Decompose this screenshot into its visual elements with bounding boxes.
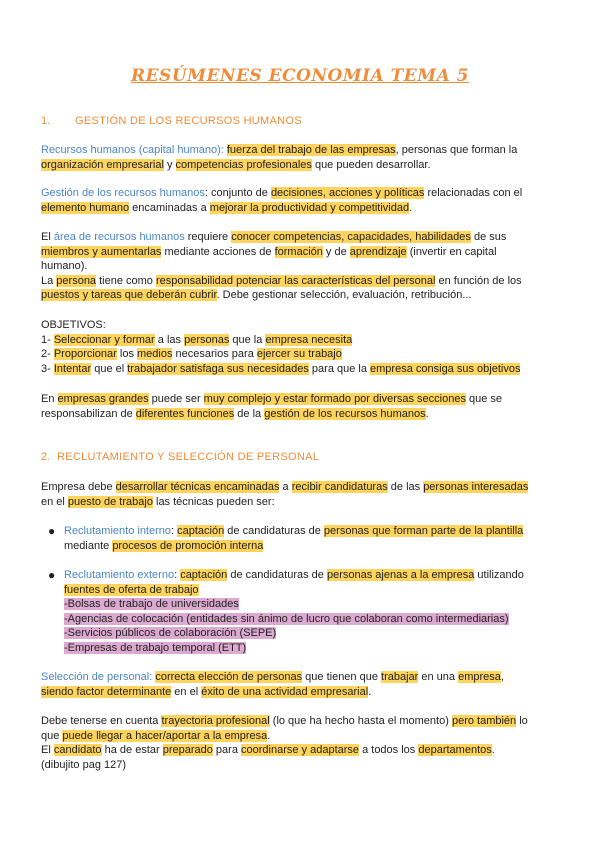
paragraph-gestion-rrhh bbox=[41, 186, 541, 215]
highlight: personas ajenas a la empresa bbox=[326, 569, 475, 581]
text: relacionadas con el bbox=[424, 187, 523, 199]
text: , bbox=[500, 671, 504, 683]
text: responsabilizan de bbox=[41, 407, 136, 420]
text: . bbox=[368, 685, 372, 698]
highlight: responsabilidad potenciar las características del personal bbox=[155, 274, 436, 287]
highlight: empresas grandes bbox=[57, 393, 149, 405]
text: que tienen que bbox=[302, 671, 382, 683]
highlight: mejorar la productividad y competitividad bbox=[209, 201, 410, 214]
bullet-reclutamiento-interno bbox=[64, 524, 544, 553]
text: mediante bbox=[64, 539, 113, 552]
text: que bbox=[41, 729, 63, 742]
text: : bbox=[171, 525, 178, 537]
highlight: trabajador satisfaga sus necesidades bbox=[127, 362, 309, 375]
text: El bbox=[41, 231, 54, 243]
section-number: 2. bbox=[41, 451, 51, 463]
highlight: trayectoria profesional bbox=[161, 715, 270, 727]
bullet-icon: ● bbox=[48, 568, 56, 582]
text: ha de estar bbox=[101, 744, 163, 756]
text: los bbox=[116, 348, 138, 360]
term: Selección de personal: bbox=[41, 671, 156, 683]
bullet-reclutamiento-externo bbox=[64, 568, 544, 655]
text: En bbox=[41, 393, 58, 405]
highlight: personas bbox=[184, 333, 230, 346]
highlight: persona bbox=[56, 274, 97, 287]
highlight: organización empresarial bbox=[41, 158, 164, 171]
text: en el bbox=[171, 685, 202, 698]
text: en el bbox=[41, 495, 68, 508]
text: de candidaturas de bbox=[224, 525, 324, 537]
highlight: coordinarse y adaptarse bbox=[241, 744, 360, 756]
text: que la bbox=[229, 333, 266, 346]
highlight: decisiones, acciones y políticas bbox=[270, 187, 425, 199]
highlight: fuerza del trabajo de las empresas bbox=[226, 144, 396, 156]
highlight: miembros y aumentarlas bbox=[41, 245, 162, 258]
text: que el bbox=[91, 362, 128, 375]
text: a bbox=[279, 481, 292, 493]
highlight: medios bbox=[137, 348, 173, 360]
highlight: Proporcionar bbox=[53, 348, 117, 360]
paragraph-recursos-humanos bbox=[41, 143, 541, 172]
text: humano). bbox=[41, 260, 88, 272]
highlight: trabajar bbox=[381, 671, 419, 683]
text: tiene como bbox=[96, 274, 156, 287]
text: que se bbox=[465, 393, 503, 405]
text: . bbox=[425, 407, 429, 420]
text: : conjunto de bbox=[204, 187, 271, 199]
text: . Debe gestionar selección, evaluación, retribución... bbox=[216, 289, 472, 301]
text: . bbox=[491, 744, 495, 756]
text: El bbox=[41, 744, 54, 756]
highlight: competencias profesionales bbox=[175, 158, 312, 171]
text: . bbox=[409, 201, 413, 214]
highlight: gestión de los recursos humanos bbox=[264, 407, 426, 420]
paragraph-area-rrhh bbox=[41, 230, 541, 303]
highlight: fuentes de oferta de trabajo bbox=[64, 583, 199, 596]
highlight: siendo factor determinante bbox=[41, 685, 172, 698]
highlight: puestos y tareas que deberán cubrir bbox=[41, 289, 217, 301]
section-number: 1. bbox=[41, 115, 51, 127]
text: en una bbox=[418, 671, 459, 683]
highlight: pero también bbox=[451, 715, 517, 727]
highlight: elemento humano bbox=[41, 201, 130, 214]
text: requiere bbox=[184, 231, 232, 243]
text: y bbox=[163, 158, 176, 171]
text: a todos los bbox=[359, 744, 419, 756]
highlight: recibir candidaturas bbox=[291, 481, 388, 493]
highlight: captación bbox=[177, 525, 225, 537]
text: para bbox=[212, 744, 242, 756]
paragraph-trayectoria bbox=[41, 714, 541, 772]
highlight: empresa consiga sus objetivos bbox=[370, 362, 521, 375]
text: 2- bbox=[41, 348, 54, 360]
highlight: desarrollar técnicas encaminadas bbox=[115, 481, 280, 493]
term: área de recursos humanos bbox=[53, 231, 185, 243]
text: . bbox=[267, 729, 271, 742]
text: puede ser bbox=[148, 393, 204, 405]
text: (lo que ha hecho hasta el momento) bbox=[269, 715, 452, 727]
section-title: GESTIÓN DE LOS RECURSOS HUMANOS bbox=[75, 115, 302, 127]
highlight-pink: -Agencias de colocación (entidades sin ánimo de lucro que colaboran como intermediarias) bbox=[64, 612, 509, 625]
highlight: personas interesadas bbox=[423, 481, 529, 493]
term: Reclutamiento interno bbox=[64, 525, 172, 537]
document-title: RESÚMENES ECONOMIA TEMA 5 bbox=[130, 66, 470, 86]
text: : bbox=[174, 569, 181, 581]
highlight: aprendizaje bbox=[349, 245, 407, 258]
highlight: empresa necesita bbox=[265, 333, 353, 346]
text: La bbox=[41, 274, 57, 287]
paragraph-reclutamiento-intro bbox=[41, 480, 541, 509]
highlight: formación bbox=[274, 245, 323, 258]
text: de candidaturas de bbox=[227, 569, 327, 581]
term: Reclutamiento externo bbox=[64, 569, 175, 581]
term: Recursos humanos (capital humano): bbox=[41, 144, 227, 156]
highlight: empresa bbox=[458, 671, 501, 683]
text: que pueden desarrollar. bbox=[311, 158, 431, 171]
highlight: captación bbox=[180, 569, 228, 581]
text: 3- bbox=[41, 362, 54, 375]
highlight: ejercer su trabajo bbox=[256, 348, 342, 360]
highlight-pink: -Empresas de trabajo temporal (ETT) bbox=[64, 641, 247, 654]
objectives-heading: OBJETIVOS: bbox=[41, 319, 106, 331]
highlight: departamentos bbox=[418, 744, 492, 756]
text: de las bbox=[387, 481, 424, 493]
highlight: preparado bbox=[162, 744, 213, 756]
paragraph-seleccion-personal bbox=[41, 670, 541, 699]
section-title: RECLUTAMIENTO Y SELECCIÓN DE PERSONAL bbox=[57, 451, 320, 463]
highlight: éxito de una actividad empresarial bbox=[201, 685, 369, 698]
text: en función de los bbox=[435, 274, 522, 287]
highlight: Intentar bbox=[53, 362, 92, 375]
section-1-heading bbox=[41, 115, 302, 127]
text: 1- bbox=[41, 333, 54, 346]
text: de la bbox=[234, 407, 265, 420]
paragraph-empresas-grandes bbox=[41, 392, 541, 421]
highlight: conocer competencias, capacidades, habilidades bbox=[231, 231, 471, 243]
text: (invertir en capital bbox=[406, 245, 497, 258]
text: a las bbox=[154, 333, 185, 346]
highlight: Seleccionar y formar bbox=[53, 333, 155, 346]
highlight: diferentes funciones bbox=[135, 407, 235, 420]
objectives-list bbox=[41, 318, 541, 376]
highlight: procesos de promoción interna bbox=[112, 539, 264, 552]
text: de sus bbox=[470, 231, 507, 243]
term: Gestión de los recursos humanos bbox=[41, 187, 205, 199]
section-2-heading bbox=[41, 451, 319, 463]
highlight: muy complejo y estar formado por diversas secciones bbox=[203, 393, 466, 405]
highlight: personas que forman parte de la plantilla bbox=[323, 525, 524, 537]
highlight: puede llegar a hacer/aportar a la empresa bbox=[62, 729, 268, 742]
text: , personas que forman la bbox=[395, 144, 518, 156]
text: y de bbox=[322, 245, 350, 258]
text: lo bbox=[516, 715, 528, 727]
highlight-pink: -Servicios públicos de colaboración (SEPE) bbox=[64, 627, 277, 639]
text: Empresa debe bbox=[41, 481, 116, 493]
text: mediante acciones de bbox=[161, 245, 275, 258]
text: para que la bbox=[308, 362, 371, 375]
text: (dibujito pag 127) bbox=[41, 758, 127, 771]
highlight-pink: -Bolsas de trabajo de universidades bbox=[64, 598, 239, 610]
text: Debe tenerse en cuenta bbox=[41, 715, 162, 727]
text: necesarios para bbox=[172, 348, 257, 360]
highlight: correcta elección de personas bbox=[155, 671, 303, 683]
highlight: candidato bbox=[53, 744, 102, 756]
highlight: puesto de trabajo bbox=[67, 495, 153, 508]
text: encaminadas a bbox=[129, 201, 210, 214]
text: las técnicas pueden ser: bbox=[152, 495, 275, 508]
text: utilizando bbox=[474, 569, 524, 581]
bullet-icon: ● bbox=[48, 524, 56, 538]
